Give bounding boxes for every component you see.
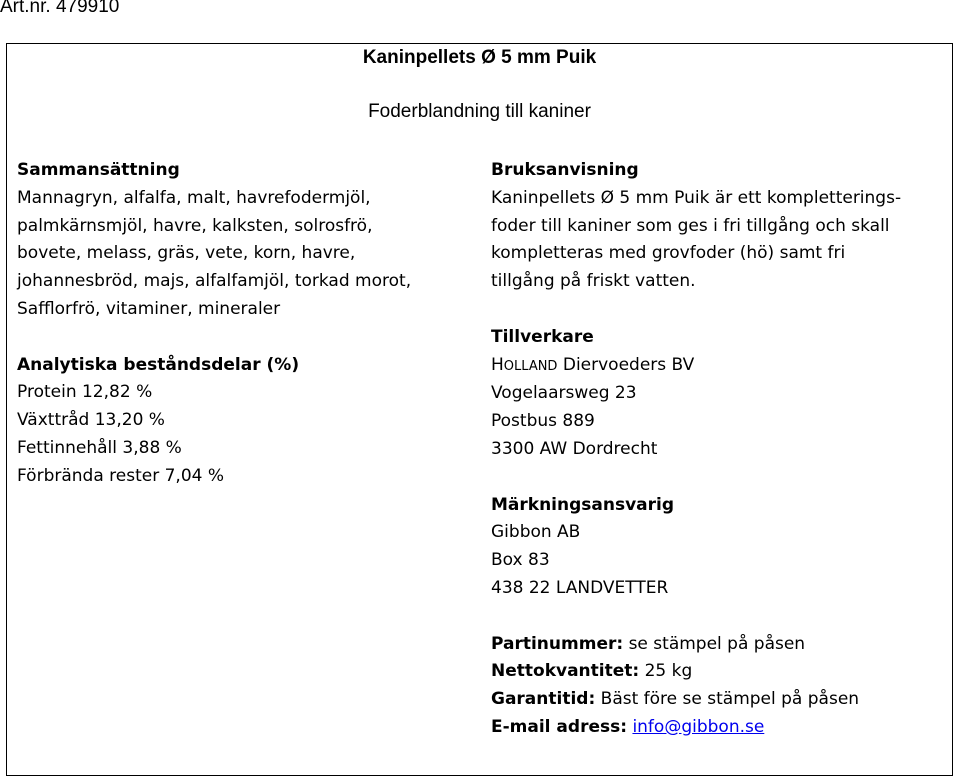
- fat-value: Fettinnehåll 3,88 %: [17, 437, 182, 458]
- composition-section: [17, 157, 467, 324]
- usage-line: foder till kaniner som ges i fri tillgång och skall: [491, 215, 890, 236]
- warranty-label: Garantitid:: [491, 689, 596, 710]
- analytical-section: [17, 352, 467, 491]
- labeling-city: 438 22 LANDVETTER: [491, 577, 669, 598]
- email-row: [491, 714, 946, 742]
- manufacturer-section: [491, 324, 946, 464]
- net-quantity-label: Nettokvantitet:: [491, 661, 640, 682]
- manufacturer-name-smallcaps: OLLAND: [503, 358, 558, 374]
- usage-line: kompletteras med grovfoder (hö) samt fri: [491, 243, 846, 264]
- composition-line: johannesbröd, majs, alfalfamjöl, torkad morot,: [17, 271, 412, 292]
- usage-line: Kaninpellets Ø 5 mm Puik är ett kompletterings-: [491, 187, 902, 208]
- ash-value: Förbrända rester 7,04 %: [17, 465, 225, 486]
- protein-value: Protein 12,82 %: [17, 382, 153, 403]
- email-label: E-mail adress:: [491, 716, 628, 737]
- batch-number-row: [491, 631, 946, 659]
- net-quantity-value: 25 kg: [639, 661, 693, 682]
- manufacturer-heading: Tillverkare: [491, 326, 594, 347]
- manufacturer-postbox: Postbus 889: [491, 411, 595, 432]
- manufacturer-name-initial: H: [491, 354, 504, 375]
- labeling-box: Box 83: [491, 550, 550, 571]
- labeling-section: [491, 492, 946, 603]
- right-column: [491, 157, 946, 742]
- details-section: [491, 631, 946, 742]
- composition-line: bovete, melass, gräs, vete, korn, havre,: [17, 243, 356, 264]
- left-column: [17, 157, 467, 491]
- manufacturer-address: Vogelaarsweg 23: [491, 383, 637, 404]
- batch-number-label: Partinummer:: [491, 633, 624, 654]
- product-subtitle: Foderblandning till kaniner: [368, 101, 591, 122]
- manufacturer-name: [491, 352, 946, 381]
- manufacturer-city: 3300 AW Dordrecht: [491, 438, 658, 459]
- labeling-company: Gibbon AB: [491, 522, 581, 543]
- composition-line: palmkärnsmjöl, havre, kalksten, solrosfrö,: [17, 215, 373, 236]
- batch-number-value: se stämpel på påsen: [623, 633, 806, 654]
- product-title: Kaninpellets Ø 5 mm Puik: [362, 47, 597, 68]
- manufacturer-name-suffix: Diervoeders BV: [557, 354, 695, 375]
- label-box: [6, 43, 953, 776]
- email-link[interactable]: info@gibbon.se: [632, 716, 765, 737]
- usage-line: tillgång på friskt vatten.: [491, 271, 696, 292]
- composition-line: Mannagryn, alfalfa, malt, havrefodermjöl,: [17, 187, 371, 208]
- warranty-value: Bäst före se stämpel på påsen: [595, 689, 860, 710]
- net-quantity-row: [491, 658, 946, 686]
- labeling-heading: Märkningsansvarig: [491, 494, 675, 515]
- warranty-row: [491, 686, 946, 714]
- analytical-heading: Analytiska beståndsdelar (%): [17, 354, 300, 375]
- usage-heading: Bruksanvisning: [491, 160, 639, 180]
- fiber-value: Växttråd 13,20 %: [17, 410, 165, 431]
- usage-section: [491, 157, 946, 296]
- composition-heading: Sammansättning: [17, 160, 180, 180]
- article-number: Art.nr. 479910: [0, 0, 120, 17]
- composition-line: Safflorfrö, vitaminer, mineraler: [17, 298, 281, 319]
